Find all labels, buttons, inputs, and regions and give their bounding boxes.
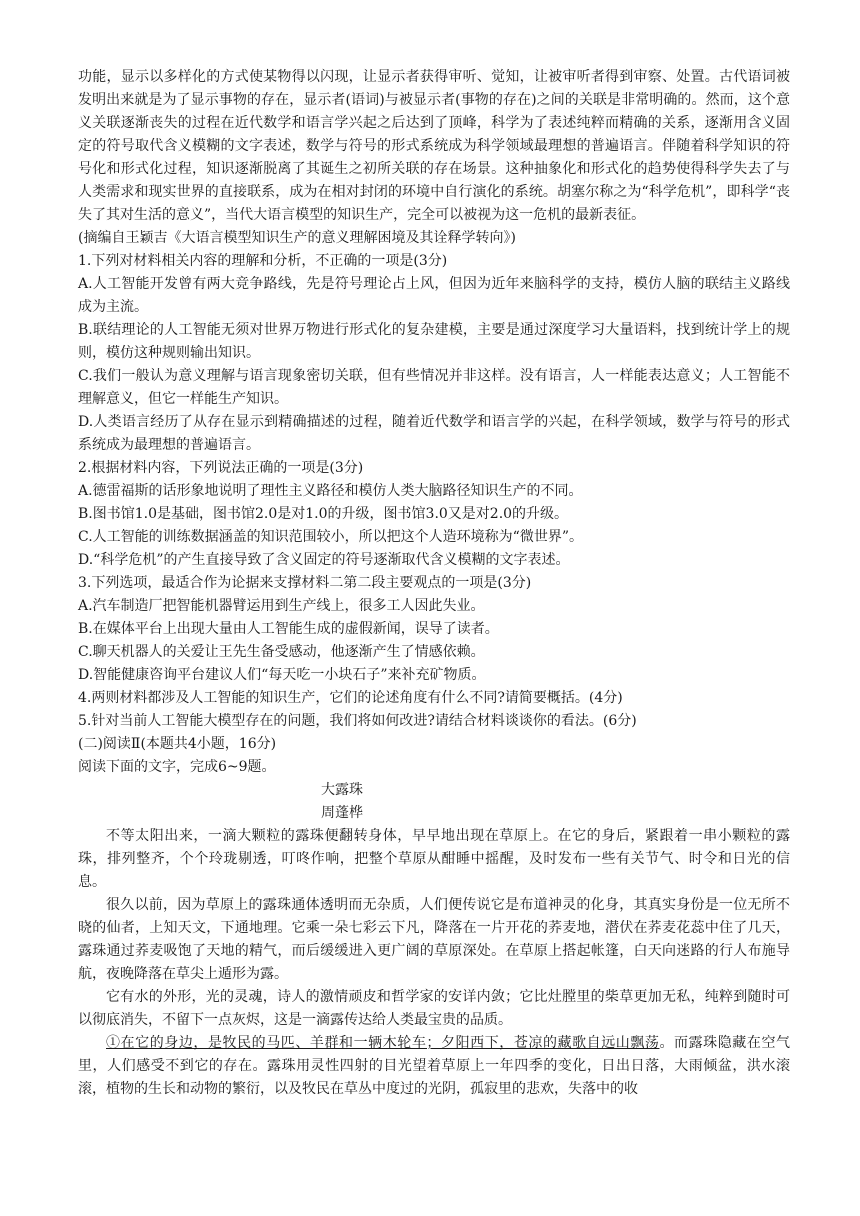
story-paragraph-2: 很久以前，因为草原上的露珠通体透明而无杂质，人们便传说它是布道神灵的化身，其真实身份是一位无所不晓的仙者，上知天文，下通地理。它乘一朵七彩云下凡，降落在一片开花的荞麦地，潜伏在荞麦花蕊中住了几天，露珠通过荞麦吸饱了天地的精气，而后缓缓进入更广阔的草原深处。在草原上搭起帐篷，白天向迷路的行人布施导航，夜晚降落在草尖上遁形为露。 [78,897,790,982]
story-paragraph-1: 不等太阳出来，一滴大颗粒的露珠便翻转身体，早早地出现在草原上。在它的身后，紧跟着一串小颗粒的露珠，排列整齐，个个玲珑剔透，叮咚作响，把整个草原从酣睡中摇醒，及时发布一些有关节气、时令和日光的信息。 [78,828,790,890]
q5-stem: 5.针对当前人工智能大模型存在的问题，我们将如何改进?请结合材料谈谈你的看法。(6分) [78,713,637,729]
q2-option-c: C.人工智能的训练数据涵盖的知识范围较小，所以把这个人造环境称为“微世界”。 [78,529,583,545]
section2-instruction: 阅读下面的文字，完成6~9题。 [78,759,276,775]
q1-option-a: A.人工智能开发曾有两大竞争路线，先是符号理论占上风，但因为近年来脑科学的支持，模仿人脑的联结主义路线成为主流。 [78,276,790,315]
story-author: 周蓬桦 [321,805,363,821]
q1-option-c: C.我们一般认为意义理解与语言现象密切关联，但有些情况并非这样。没有语言，人一样能表达意义；人工智能不理解意义，但它一样能生产知识。 [78,368,790,407]
source-citation: (摘编自王颖吉《大语言模型知识生产的意义理解困境及其诠释学转向》) [78,230,516,246]
section2-heading: (二)阅读Ⅱ(本题共4小题，16分) [78,736,277,752]
story-paragraph-3: 它有水的外形，光的灵魂，诗人的激情顽皮和哲学家的安详内敛；它比灶膛里的柴草更加无私，纯粹到随时可以彻底消失，不留下一点灰烬，这是一滴露传达给人类最宝贵的品质。 [78,989,790,1028]
q4-stem: 4.两则材料都涉及人工智能的知识生产，它们的论述角度有什么不同?请简要概括。(4分) [78,690,623,706]
story-paragraph-4-rest: 。而露珠隐藏在空气里，人们感受不到它的存在。露珠用灵性四射的目光望着草原上一年四季的变化，日出日落，大雨倾盆，洪水滚滚，植物的生长和动物的繁衍，以及牧民在草丛中度过的光阴，孤寂里的悲欢，失落中的收 [78,1035,791,1097]
q1-option-d: D.人类语言经历了从存在显示到精确描述的过程，随着近代数学和语言学的兴起，在科学领域，数学与符号的形式系统成为最理想的普遍语言。 [78,414,790,453]
story-title: 大露珠 [321,782,363,798]
story-paragraph-4 [78,1032,790,1101]
underlined-sentence-1: ①在它的身边，是牧民的马匹、羊群和一辆木轮车；夕阳西下，苍凉的藏歌自远山飘荡 [106,1035,660,1051]
q3-option-b: B.在媒体平台上出现大量由人工智能生成的虚假新闻，误导了读者。 [78,621,499,637]
q2-option-a: A.德雷福斯的话形象地说明了理性主义路径和模仿人类大脑路径知识生产的不同。 [78,483,583,499]
q2-stem: 2.根据材料内容，下列说法正确的一项是(3分) [78,460,364,476]
q1-stem: 1.下列对材料相关内容的理解和分析，不正确的一项是(3分) [78,253,448,269]
q1-option-b: B.联结理论的人工智能无须对世界万物进行形式化的复杂建模，主要是通过深度学习大量语料，找到统计学上的规则，模仿这种规则输出知识。 [78,322,790,361]
q3-option-d: D.智能健康咨询平台建议人们“每天吃一小块石子”来补充矿物质。 [78,667,486,683]
q2-option-d: D.“科学危机”的产生直接导致了含义固定的符号逐渐取代含义模糊的文字表述。 [78,552,570,568]
q3-option-c: C.聊天机器人的关爱让王先生备受感动，他逐渐产生了情感依赖。 [78,644,485,660]
q3-option-a: A.汽车制造厂把智能机器臂运用到生产线上，很多工人因此失业。 [78,598,485,614]
passage1-tail: 功能，显示以多样化的方式使某物得以闪现，让显示者获得审听、觉知，让被审听者得到审察、处置。古代语词被发明出来就是为了显示事物的存在，显示者(语词)与被显示者(事物的存在)之间的关联是非常明确的。然而，这个意义关联逐渐丧失的过程在近代数学和语言学兴起之后达到了顶峰，科学为了表述纯粹而精确的关系，逐渐用含义固定的符号取代含义模糊的文字表述，数学与符号的形式系统成为科学领域最理想的普遍语言。伴随着科学知识的符号化和形式化过程，知识逐渐脱离了其诞生之初所关联的存在场景。这种抽象化和形式化的趋势使得科学失去了与人类需求和现实世界的直接联系，成为在相对封闭的环境中自行演化的系统。胡塞尔称之为“科学危机”，即科学“丧失了其对生活的意义”，当代大语言模型的知识生产，完全可以被视为这一危机的最新表征。 [78,69,790,223]
document-page [78,66,790,1101]
q3-stem: 3.下列选项，最适合作为论据来支撑材料二第二段主要观点的一项是(3分) [78,575,532,591]
q2-option-b: B.图书馆1.0是基础，图书馆2.0是对1.0的升级，图书馆3.0又是对2.0的升级。 [78,506,569,522]
